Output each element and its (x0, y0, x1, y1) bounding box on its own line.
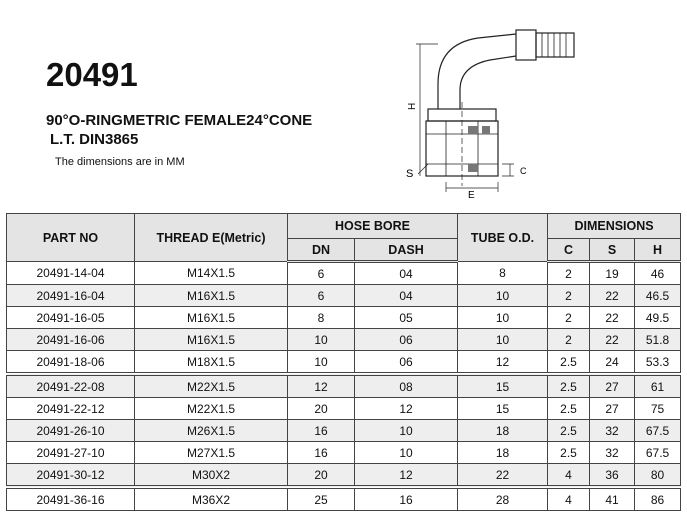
cell-thread: M36X2 (135, 487, 288, 511)
drawing-label-e: E (468, 190, 475, 199)
cell-h: 46.5 (635, 285, 681, 307)
cell-dash: 04 (355, 285, 458, 307)
cell-dash: 12 (355, 464, 458, 488)
drawing-label-c: C (520, 166, 527, 176)
cell-part: 20491-27-10 (7, 442, 135, 464)
table-row (7, 398, 681, 420)
cell-s: 27 (590, 374, 635, 398)
cell-thread: M27X1.5 (135, 442, 288, 464)
cell-tube: 15 (458, 374, 548, 398)
cell-dash: 08 (355, 374, 458, 398)
description-line-1: 90°O-RINGMETRIC FEMALE24°CONE (46, 112, 313, 129)
cell-c: 2.5 (548, 374, 590, 398)
cell-dn: 10 (288, 329, 355, 351)
cell-dn: 25 (288, 487, 355, 511)
table-row (7, 442, 681, 464)
cell-part: 20491-30-12 (7, 464, 135, 488)
cell-s: 41 (590, 487, 635, 511)
cell-c: 2 (548, 307, 590, 329)
cell-h: 61 (635, 374, 681, 398)
cell-h: 67.5 (635, 420, 681, 442)
product-description (46, 111, 312, 149)
cell-tube: 10 (458, 285, 548, 307)
header-dn: DN (288, 239, 355, 262)
cell-dash: 10 (355, 420, 458, 442)
cell-dash: 06 (355, 351, 458, 375)
cell-h: 53.3 (635, 351, 681, 375)
cell-s: 27 (590, 398, 635, 420)
cell-tube: 18 (458, 420, 548, 442)
cell-thread: M14X1.5 (135, 262, 288, 285)
cell-tube: 22 (458, 464, 548, 488)
table-row (7, 351, 681, 375)
cell-dn: 6 (288, 285, 355, 307)
cell-tube: 12 (458, 351, 548, 375)
cell-h: 46 (635, 262, 681, 285)
cell-dn: 8 (288, 307, 355, 329)
header-tube-od: TUBE O.D. (458, 214, 548, 262)
cell-dash: 16 (355, 487, 458, 511)
header-hose-bore: HOSE BORE (288, 214, 458, 239)
cell-part: 20491-22-08 (7, 374, 135, 398)
cell-h: 49.5 (635, 307, 681, 329)
cell-part: 20491-14-04 (7, 262, 135, 285)
cell-thread: M22X1.5 (135, 374, 288, 398)
cell-thread: M18X1.5 (135, 351, 288, 375)
table-row (7, 262, 681, 285)
cell-thread: M16X1.5 (135, 285, 288, 307)
drawing-label-s: S (406, 168, 414, 180)
cell-tube: 15 (458, 398, 548, 420)
cell-part: 20491-22-12 (7, 398, 135, 420)
units-note: The dimensions are in MM (55, 156, 185, 168)
cell-s: 19 (590, 262, 635, 285)
cell-s: 22 (590, 285, 635, 307)
table-row (7, 307, 681, 329)
header-thread: THREAD E(Metric) (135, 214, 288, 262)
cell-c: 2.5 (548, 420, 590, 442)
cell-h: 67.5 (635, 442, 681, 464)
cell-tube: 10 (458, 307, 548, 329)
cell-s: 22 (590, 307, 635, 329)
cell-h: 75 (635, 398, 681, 420)
cell-tube: 8 (458, 262, 548, 285)
cell-c: 2 (548, 262, 590, 285)
fitting-technical-drawing (398, 14, 583, 199)
cell-part: 20491-16-04 (7, 285, 135, 307)
cell-c: 2 (548, 329, 590, 351)
cell-c: 2 (548, 285, 590, 307)
cell-tube: 28 (458, 487, 548, 511)
cell-dash: 04 (355, 262, 458, 285)
cell-part: 20491-18-06 (7, 351, 135, 375)
cell-thread: M16X1.5 (135, 307, 288, 329)
cell-c: 2.5 (548, 398, 590, 420)
table-row (7, 285, 681, 307)
cell-h: 86 (635, 487, 681, 511)
cell-c: 4 (548, 464, 590, 488)
header-part-no: PART NO (7, 214, 135, 262)
cell-dn: 20 (288, 464, 355, 488)
cell-dash: 06 (355, 329, 458, 351)
cell-part: 20491-26-10 (7, 420, 135, 442)
cell-h: 51.8 (635, 329, 681, 351)
cell-tube: 10 (458, 329, 548, 351)
header-h: H (635, 239, 681, 262)
cell-s: 36 (590, 464, 635, 488)
cell-dash: 05 (355, 307, 458, 329)
table-row (7, 487, 681, 511)
cell-tube: 18 (458, 442, 548, 464)
table-row (7, 420, 681, 442)
cell-dash: 12 (355, 398, 458, 420)
cell-dn: 20 (288, 398, 355, 420)
cell-c: 2.5 (548, 442, 590, 464)
cell-dn: 16 (288, 442, 355, 464)
cell-dn: 12 (288, 374, 355, 398)
header-dash: DASH (355, 239, 458, 262)
table-row (7, 464, 681, 488)
cell-thread: M16X1.5 (135, 329, 288, 351)
cell-s: 24 (590, 351, 635, 375)
table-row (7, 329, 681, 351)
cell-thread: M30X2 (135, 464, 288, 488)
cell-dn: 16 (288, 420, 355, 442)
description-line-2: L.T. DIN3865 (50, 131, 139, 148)
cell-part: 20491-16-06 (7, 329, 135, 351)
cell-h: 80 (635, 464, 681, 488)
cell-dash: 10 (355, 442, 458, 464)
drawing-label-h: H (407, 102, 418, 110)
cell-thread: M22X1.5 (135, 398, 288, 420)
cell-dn: 6 (288, 262, 355, 285)
cell-dn: 10 (288, 351, 355, 375)
header-s: S (590, 239, 635, 262)
part-number-title: 20491 (46, 56, 138, 93)
header-c: C (548, 239, 590, 262)
header-dimensions: DIMENSIONS (548, 214, 681, 239)
cell-c: 4 (548, 487, 590, 511)
cell-thread: M26X1.5 (135, 420, 288, 442)
table-row (7, 374, 681, 398)
cell-part: 20491-36-16 (7, 487, 135, 511)
cell-s: 32 (590, 420, 635, 442)
cell-s: 22 (590, 329, 635, 351)
cell-c: 2.5 (548, 351, 590, 375)
cell-part: 20491-16-05 (7, 307, 135, 329)
cell-s: 32 (590, 442, 635, 464)
specification-table (6, 213, 681, 511)
